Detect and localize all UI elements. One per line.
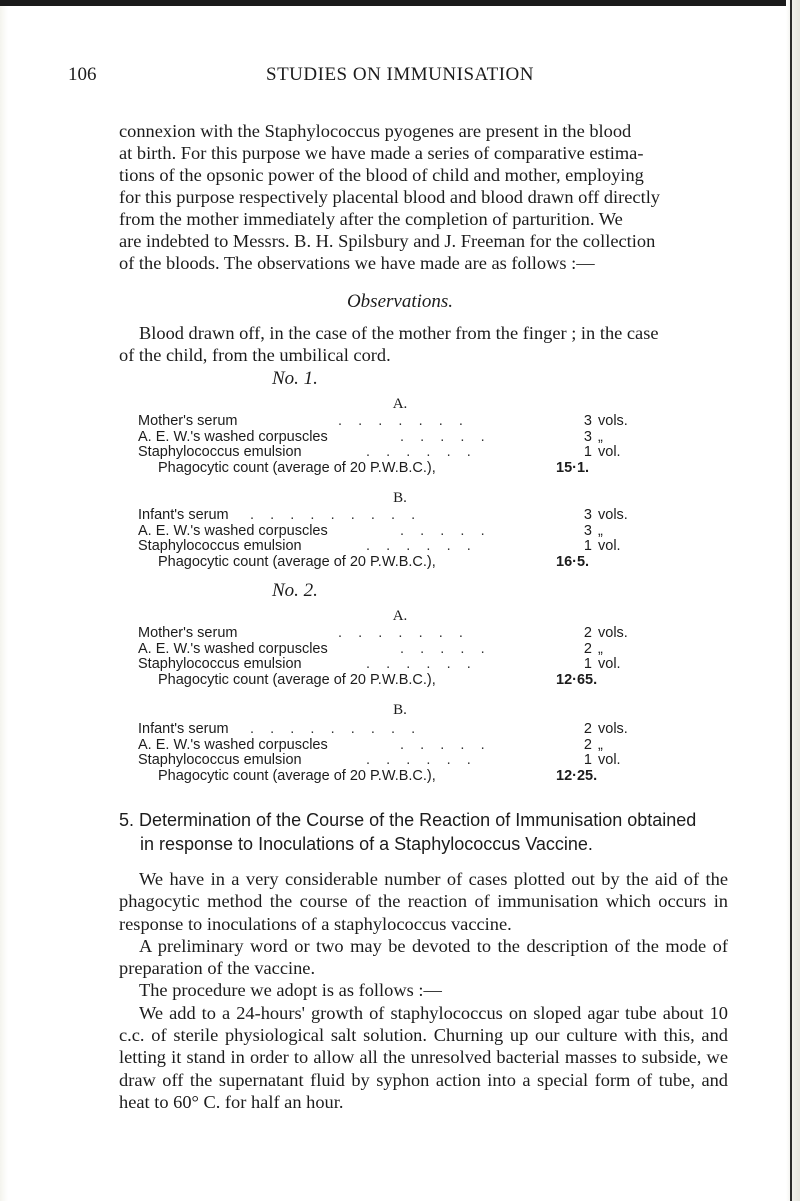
count-label: Phagocytic count (average of 20 P.W.B.C.), bbox=[158, 459, 436, 476]
text-line: of the child, from the umbilical cord. bbox=[119, 345, 391, 365]
table-row bbox=[138, 539, 698, 555]
table-row bbox=[138, 657, 698, 673]
leader-dots: . . . . . bbox=[400, 640, 485, 657]
row-value: 1 bbox=[583, 538, 592, 555]
row-label: Infant's serum bbox=[138, 507, 229, 523]
text-line: tions of the opsonic power of the blood of child and mother, employing bbox=[119, 165, 644, 185]
body-paragraph: The procedure we adopt is as follows :— bbox=[139, 980, 442, 1001]
row-label: Staphylococcus emulsion bbox=[138, 656, 302, 673]
table-row bbox=[138, 722, 698, 738]
body-paragraph: We have in a very considerable number of cases plotted out by the aid of the phagocytic method the course of the reaction of immunisation which occurs in response to inoculations of a staphylococcus vaccine. bbox=[119, 869, 728, 934]
row-unit: vol. bbox=[598, 656, 621, 673]
row-value: 3 bbox=[583, 413, 592, 429]
group-label: A. bbox=[392, 608, 408, 624]
row-label: A. E. W.'s washed corpuscles bbox=[138, 640, 328, 657]
row-unit: „ bbox=[598, 522, 603, 539]
leader-dots: . . . . . bbox=[400, 736, 485, 753]
intro-paragraph bbox=[119, 120, 728, 274]
phagocytic-count-row bbox=[138, 555, 698, 571]
text-line: Blood drawn off, in the case of the mother from the finger ; in the case bbox=[139, 323, 659, 343]
text-line: of the bloods. The observations we have made are as follows :— bbox=[119, 253, 595, 273]
text-line: at birth. For this purpose we have made a series of comparative estima- bbox=[119, 143, 644, 163]
experiment-table bbox=[138, 508, 698, 570]
row-value: 1 bbox=[583, 752, 592, 769]
section-title-line: Determination of the Course of the Reaction of Immunisation obtained bbox=[139, 810, 697, 830]
count-value: 12·65. bbox=[556, 671, 598, 688]
count-value: 12·25. bbox=[556, 767, 598, 784]
group-label: A. bbox=[392, 396, 408, 412]
leader-dots: . . . . . bbox=[400, 522, 485, 539]
table-row bbox=[138, 445, 698, 461]
count-label: Phagocytic count (average of 20 P.W.B.C.), bbox=[158, 553, 436, 570]
row-label: A. E. W.'s washed corpuscles bbox=[138, 522, 328, 539]
page-header bbox=[0, 64, 800, 104]
row-label: Staphylococcus emulsion bbox=[138, 538, 302, 555]
table-row bbox=[138, 430, 698, 446]
count-label: Phagocytic count (average of 20 P.W.B.C.), bbox=[158, 671, 436, 688]
row-unit: vol. bbox=[598, 538, 621, 555]
leader-dots: . . . . . . . . . bbox=[250, 507, 416, 523]
row-label: A. E. W.'s washed corpuscles bbox=[138, 736, 328, 753]
table-row bbox=[138, 753, 698, 769]
leader-dots: . . . . . . . bbox=[338, 625, 463, 641]
row-value: 3 bbox=[583, 428, 592, 445]
row-label: Staphylococcus emulsion bbox=[138, 752, 302, 769]
row-value: 1 bbox=[583, 444, 592, 461]
leader-dots: . . . . . . bbox=[366, 538, 471, 555]
group-label: B. bbox=[393, 702, 407, 718]
table-row bbox=[138, 524, 698, 540]
leader-dots: . . . . . bbox=[400, 428, 485, 445]
experiment-table bbox=[138, 414, 698, 476]
text-line: connexion with the Staphylococcus pyogenes are present in the blood bbox=[119, 121, 632, 141]
row-value: 3 bbox=[583, 522, 592, 539]
leader-dots: . . . . . . . bbox=[338, 413, 463, 429]
text-line: are indebted to Messrs. B. H. Spilsbury and J. Freeman for the collection bbox=[119, 231, 656, 251]
section-body bbox=[119, 868, 728, 1113]
count-value: 16·5. bbox=[556, 553, 590, 570]
page-number: 106 bbox=[68, 64, 97, 85]
observations-heading: Observations. bbox=[346, 291, 454, 312]
section-number: 5. bbox=[119, 810, 135, 830]
page-binding-line bbox=[790, 0, 792, 1201]
count-label: Phagocytic count (average of 20 P.W.B.C.), bbox=[158, 767, 436, 784]
text-line: for this purpose respectively placental blood and blood drawn off directly bbox=[119, 187, 661, 207]
section-title-line: in response to Inoculations of a Staphylococcus Vaccine. bbox=[140, 834, 593, 854]
leader-dots: . . . . . . bbox=[366, 752, 471, 769]
page-right-edge bbox=[786, 0, 800, 1201]
row-value: 1 bbox=[583, 656, 592, 673]
table-row bbox=[138, 508, 698, 524]
row-unit: vols. bbox=[598, 507, 628, 523]
table-row bbox=[138, 738, 698, 754]
row-value: 3 bbox=[583, 507, 592, 523]
row-value: 2 bbox=[583, 640, 592, 657]
row-unit: vols. bbox=[598, 721, 628, 737]
text-line: from the mother immediately after the completion of parturition. We bbox=[119, 209, 623, 229]
row-unit: „ bbox=[598, 640, 603, 657]
row-unit: „ bbox=[598, 736, 603, 753]
experiment-table bbox=[138, 626, 698, 688]
row-label: A. E. W.'s washed corpuscles bbox=[138, 428, 328, 445]
row-value: 2 bbox=[583, 721, 592, 737]
observations-intro bbox=[119, 322, 728, 366]
experiment-table bbox=[138, 722, 698, 784]
row-unit: vols. bbox=[598, 625, 628, 641]
row-unit: vol. bbox=[598, 444, 621, 461]
row-unit: „ bbox=[598, 428, 603, 445]
phagocytic-count-row bbox=[138, 461, 698, 477]
page-left-edge bbox=[0, 0, 8, 1201]
table-row bbox=[138, 626, 698, 642]
page-top-border bbox=[0, 0, 800, 6]
running-head: STUDIES ON IMMUNISATION bbox=[266, 64, 534, 85]
leader-dots: . . . . . . bbox=[366, 444, 471, 461]
body-paragraph: A preliminary word or two may be devoted to the description of the mode of preparation of the vaccine. bbox=[119, 935, 728, 979]
experiment-title: No. 2. bbox=[272, 580, 318, 601]
row-label: Infant's serum bbox=[138, 721, 229, 737]
row-unit: vols. bbox=[598, 413, 628, 429]
phagocytic-count-row bbox=[138, 769, 698, 785]
row-unit: vol. bbox=[598, 752, 621, 769]
body-paragraph: We add to a 24-hours' growth of staphylococcus on sloped agar tube about 10 c.c. of sterile physiological salt solution. Churning up our culture with this, and letting it stand in order to allow all the unresolved bacterial masses to subside, we draw off the supernatant fluid by syphon action into a special form of tube, and heat to 60° C. for half an hour. bbox=[119, 1002, 728, 1112]
row-value: 2 bbox=[583, 625, 592, 641]
row-label: Mother's serum bbox=[138, 413, 238, 429]
leader-dots: . . . . . . bbox=[366, 656, 471, 673]
count-value: 15·1. bbox=[556, 459, 590, 476]
section-heading bbox=[119, 808, 739, 856]
row-label: Mother's serum bbox=[138, 625, 238, 641]
phagocytic-count-row bbox=[138, 673, 698, 689]
group-label: B. bbox=[393, 490, 407, 506]
experiment-title: No. 1. bbox=[272, 368, 318, 389]
table-row bbox=[138, 414, 698, 430]
row-value: 2 bbox=[583, 736, 592, 753]
table-row bbox=[138, 642, 698, 658]
leader-dots: . . . . . . . . . bbox=[250, 721, 416, 737]
row-label: Staphylococcus emulsion bbox=[138, 444, 302, 461]
